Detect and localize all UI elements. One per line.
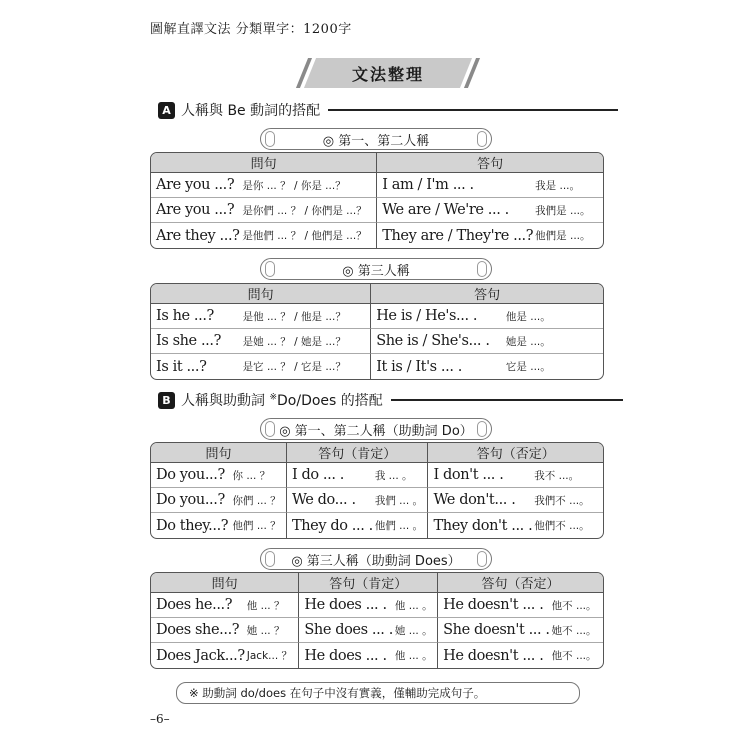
english-cell: Does Jack...? xyxy=(156,647,245,664)
english-cell: She does ... . xyxy=(298,618,393,643)
english-cell: They do ... . xyxy=(286,513,373,538)
english-cell: She doesn't ... . xyxy=(437,618,550,643)
english-cell: He does ... . xyxy=(298,643,393,668)
english-cell: He doesn't ... . xyxy=(437,643,550,668)
table-row xyxy=(151,304,603,329)
chinese-cell: 是他們 ... ？ / 他們是 ...？ xyxy=(242,230,367,242)
english-cell: Is she ...? xyxy=(151,329,241,354)
section-b-heading xyxy=(158,390,623,410)
column-header-question: 問句 xyxy=(151,443,286,463)
chinese-cell: 他 ... 。 xyxy=(393,593,437,618)
section-b-title xyxy=(181,390,383,410)
running-header: 圖解直譯文法 分類單字：1200字 xyxy=(150,22,352,37)
table2-label-text: ◎ 第三人稱 xyxy=(342,263,410,279)
english-cell: Is he ...? xyxy=(151,304,241,329)
table3-label xyxy=(260,418,492,440)
table1-label-text: ◎ 第一、第二人稱 xyxy=(322,133,430,149)
column-header-affirmative: 答句（肯定） xyxy=(286,443,428,463)
chinese-cell: 你們 ... ？ xyxy=(230,488,285,513)
chinese-cell: 是她 ... ？ / 她是 ...？ xyxy=(241,329,371,354)
section-b-title-start: 人稱與助動詞 xyxy=(181,393,270,409)
chinese-cell: 她 ... 。 xyxy=(393,618,437,643)
table-row xyxy=(151,593,603,618)
english-cell: He is / He's... . xyxy=(370,304,504,329)
english-cell: Do they...? xyxy=(156,517,229,534)
pill-right-cap xyxy=(477,131,487,147)
chinese-cell: 你 ... ？ xyxy=(230,463,285,488)
english-cell: Is it ...? xyxy=(156,358,207,375)
chinese-cell: 它是 ...。 xyxy=(505,361,551,373)
table3-label-text: ◎ 第一、第二人稱（助動詞 Do） xyxy=(279,423,473,439)
column-header-negative: 答句（否定） xyxy=(427,443,603,463)
english-cell: Does he...? xyxy=(151,593,245,618)
table-row xyxy=(151,198,603,223)
table1-label xyxy=(260,128,492,150)
english-cell: Are you ...? xyxy=(151,173,240,198)
section-a-title: 人稱與 Be 動詞的搭配 xyxy=(181,103,321,119)
pill-right-cap xyxy=(477,421,487,437)
do-first-second-person-table xyxy=(150,442,604,539)
footnote-text: ※ 助動詞 do/does 在句子中沒有實義，僅輔助完成句子。 xyxy=(189,686,486,700)
english-cell: We do... . xyxy=(286,488,373,513)
pill-left-cap xyxy=(265,551,275,567)
table2-label xyxy=(260,258,492,280)
table4-label-text: ◎ 第三人稱（助動詞 Does） xyxy=(291,553,461,569)
english-cell: Do you...? xyxy=(151,488,230,513)
chinese-cell: 他 ... ？ xyxy=(245,593,299,618)
chinese-cell: 我們是 ...。 xyxy=(533,198,603,223)
banner-title: 文法整理 xyxy=(351,65,424,84)
chinese-cell: 我 ... 。 xyxy=(373,463,428,488)
chinese-cell: 我不 ...。 xyxy=(532,463,603,488)
pill-right-cap xyxy=(477,551,487,567)
footnote-box xyxy=(176,682,580,704)
english-cell: I am / I'm ... . xyxy=(376,173,533,198)
english-cell: Are you ...? xyxy=(151,198,240,223)
table-row xyxy=(151,618,603,643)
chinese-cell: 他 ... 。 xyxy=(394,650,433,662)
chinese-cell: 他們 ... ？ xyxy=(232,520,281,532)
english-cell: I don't ... . xyxy=(427,463,532,488)
column-header-answer: 答句 xyxy=(370,284,603,304)
be-verb-first-second-person-table xyxy=(150,152,604,249)
column-header-affirmative: 答句（肯定） xyxy=(298,573,437,593)
chinese-cell: 是他 ... ？ / 他是 ...？ xyxy=(241,304,371,329)
pill-left-cap xyxy=(265,421,275,437)
chinese-cell: Jack... ？ xyxy=(246,650,293,662)
section-b-badge: B xyxy=(158,392,175,409)
english-cell: Are they ...? xyxy=(156,227,240,244)
english-cell: We don't... . xyxy=(427,488,532,513)
chinese-cell: 他不 ...。 xyxy=(550,593,603,618)
pill-left-cap xyxy=(265,261,275,277)
table-row xyxy=(151,354,603,379)
english-cell: He doesn't ... . xyxy=(437,593,550,618)
page-number: –6– xyxy=(150,712,170,726)
english-cell: They are / They're ...? xyxy=(376,223,533,248)
section-a-badge: A xyxy=(158,102,175,119)
chinese-cell: 是你們 ... ？ / 你們是 ...？ xyxy=(240,198,376,223)
reference-mark: ※ xyxy=(269,392,277,403)
chinese-cell: 他不 ...。 xyxy=(551,650,597,662)
column-header-answer: 答句 xyxy=(376,153,603,173)
english-cell: He does ... . xyxy=(298,593,393,618)
column-header-question: 問句 xyxy=(151,573,298,593)
english-cell: She is / She's... . xyxy=(370,329,504,354)
table-row xyxy=(151,173,603,198)
table-row xyxy=(151,513,603,538)
pill-right-cap xyxy=(477,261,487,277)
english-cell: Does she...? xyxy=(151,618,245,643)
grammar-summary-banner xyxy=(300,58,460,90)
table-row xyxy=(151,223,603,248)
table-row xyxy=(151,488,603,513)
chinese-cell: 她不 ...。 xyxy=(550,618,603,643)
column-header-negative: 答句（否定） xyxy=(437,573,603,593)
table-row xyxy=(151,329,603,354)
section-a-heading xyxy=(158,100,618,120)
english-cell: It is / It's ... . xyxy=(370,354,504,379)
english-cell: I do ... . xyxy=(286,463,373,488)
chinese-cell: 我們 ... 。 xyxy=(373,488,428,513)
column-header-question: 問句 xyxy=(151,284,370,304)
english-cell: We are / We're ... . xyxy=(376,198,533,223)
be-verb-third-person-table xyxy=(150,283,604,380)
section-a-rule xyxy=(328,109,618,111)
chinese-cell: 他們 ... 。 xyxy=(374,520,424,532)
section-b-rule xyxy=(391,399,623,401)
does-third-person-table xyxy=(150,572,604,669)
pill-left-cap xyxy=(265,131,275,147)
chinese-cell: 她是 ...。 xyxy=(504,329,603,354)
column-header-question: 問句 xyxy=(151,153,376,173)
section-b-title-end: Do/Does 的搭配 xyxy=(277,393,383,409)
chinese-cell: 我是 ...。 xyxy=(533,173,603,198)
chinese-cell: 是你 ... ？ / 你是 ...？ xyxy=(240,173,376,198)
table-row xyxy=(151,643,603,668)
table4-label xyxy=(260,548,492,570)
english-cell: They don't ... . xyxy=(427,513,532,538)
chinese-cell: 是它 ... ？ / 它是 ...？ xyxy=(242,361,346,373)
chinese-cell: 她 ... ？ xyxy=(245,618,299,643)
chinese-cell: 他是 ...。 xyxy=(504,304,603,329)
chinese-cell: 他們是 ...。 xyxy=(535,230,591,242)
chinese-cell: 我們不 ...。 xyxy=(532,488,603,513)
chinese-cell: 他們不 ...。 xyxy=(534,520,590,532)
english-cell: Do you...? xyxy=(151,463,230,488)
table-row xyxy=(151,463,603,488)
